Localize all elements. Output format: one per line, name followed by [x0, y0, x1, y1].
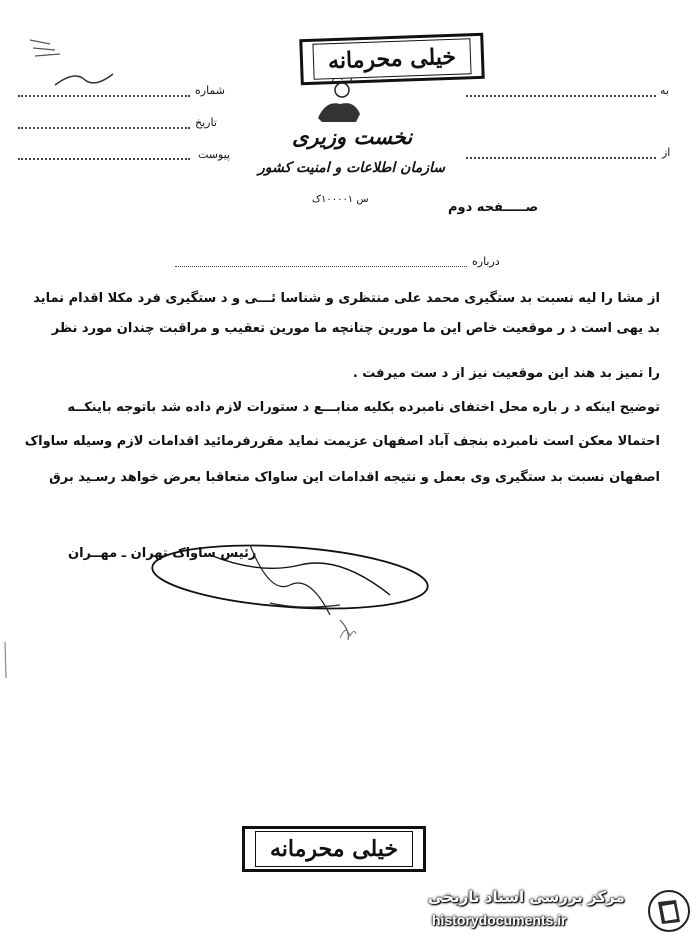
watermark-url: historydocuments.ir [432, 912, 567, 928]
body-line-1: از مشا را لیه نسبت بد ستگیری محمد علی منتظری و شناسا ئـــی و د ستگیری فرد مکلا اقدام نماید [33, 291, 660, 306]
number-field-line [18, 95, 190, 97]
date-field-line [18, 127, 190, 129]
number-label: شماره [195, 84, 226, 97]
stamp-top-text: خیلی محرمانه [312, 38, 471, 79]
watermark [410, 884, 695, 940]
body-line-4: توضیح اینکه د ر باره محل اختفای نامبرده بکلیه منابـــع د ستورات لازم داده شد باتوجه باینکــه [67, 400, 660, 415]
body-line-5: احتمالا معکن است نامبرده بنجف آباد اصفهان عزیمت نماید مقررفرمائید اقدامات لازم وسیله ساواک [24, 434, 660, 449]
to-field-line [466, 95, 656, 97]
body-line-2: بد یهی است د ر موقعیت خاص این ما مورین چنانچه ما مورین تعقیب و مراقبت چندان مورد نظر [51, 321, 660, 336]
attachment-field-line [18, 158, 190, 160]
logo-icon [646, 888, 692, 934]
agency-name: سازمان اطلاعات و امنیت کشور [258, 160, 445, 176]
ink-mark [336, 618, 360, 642]
attachment-label: پیوست [198, 148, 231, 161]
body-line-3: را تمیز بد هند این موقعیت نیز از د ست میرفت . [352, 366, 660, 381]
subject-label: درباره [472, 255, 500, 268]
edge-mark [2, 640, 10, 680]
from-field-line [466, 157, 656, 159]
date-label: تاریخ [195, 116, 217, 129]
document-code: س ۱۰۰۰۰۱ک [312, 194, 369, 205]
classification-stamp-bottom [242, 826, 426, 872]
page-label: صـــــفحه دوم [448, 200, 539, 215]
signature-title: رئیس ساواک تهران ـ مهــران [68, 546, 257, 561]
to-label: به [660, 84, 669, 97]
handwritten-scribble [25, 30, 115, 90]
body-line-6: اصفهان نسبت بد ستگیری وی بعمل و نتیجه اقدامات این ساواک متعاقبا بعرض خواهد رسـید برق [49, 470, 660, 485]
ministry-name: نخست وزیری [292, 124, 413, 149]
from-label: از [662, 146, 671, 159]
lion-and-sun-emblem [312, 78, 364, 126]
watermark-name: مرکز بررسی اسناد تاریخی [428, 888, 625, 906]
stamp-bottom-text: خیلی محرمانه [255, 831, 413, 867]
subject-field-line [175, 266, 467, 267]
handwritten-signature [150, 535, 450, 645]
